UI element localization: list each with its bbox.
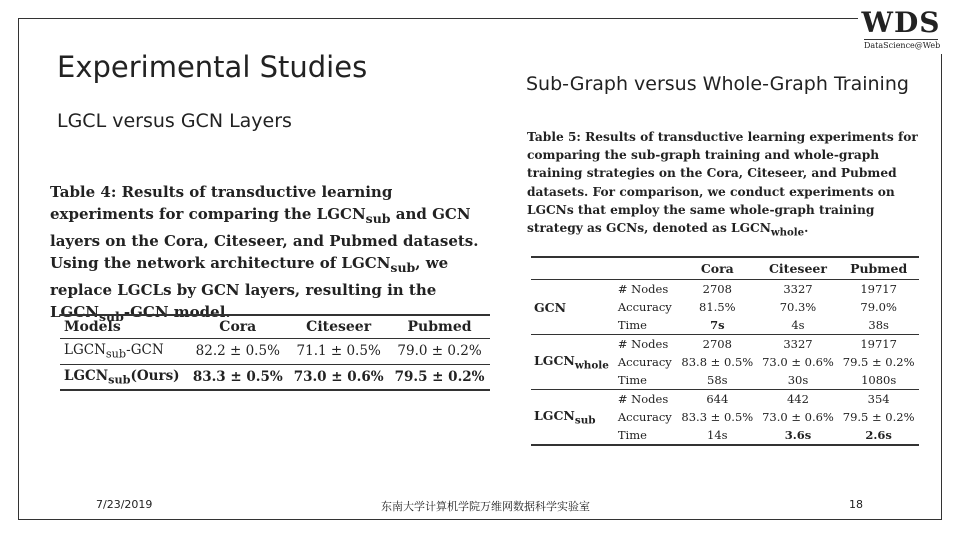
pubmed-cell: 2.6s bbox=[838, 426, 919, 445]
citeseer-cell: 3.6s bbox=[758, 426, 839, 445]
pubmed-cell: 79.0 ± 0.2% bbox=[389, 339, 490, 365]
model-cell-gcn: GCN bbox=[534, 299, 567, 315]
table5-header bbox=[615, 257, 677, 280]
model-cell: $LGCN_{sub}$-GCN bbox=[60, 339, 187, 365]
metric-cell: Accuracy bbox=[617, 355, 672, 369]
section-heading-left: LGCL versus GCN Layers bbox=[57, 110, 292, 132]
logo-sub-text: DataScience@Web bbox=[864, 41, 941, 50]
metric-cell: # Nodes bbox=[615, 390, 677, 409]
cora-cell: 644 bbox=[677, 390, 758, 409]
table4-header: Citeseer bbox=[288, 315, 389, 339]
citeseer-cell: 73.0 ± 0.6% bbox=[288, 364, 389, 390]
footer-organization: 东南大学计算机学院万维网数据科学实验室 bbox=[381, 500, 590, 513]
model-cell-lgcn-whole: $LGCN_{whole}$ bbox=[531, 335, 615, 390]
citeseer-cell: 73.0 ± 0.6% bbox=[762, 355, 834, 369]
pubmed-cell: 19717 bbox=[860, 282, 897, 296]
table-row bbox=[531, 280, 919, 299]
slide-title: Experimental Studies bbox=[57, 50, 368, 84]
metric-cell: # Nodes bbox=[617, 282, 669, 296]
table4-header: Models bbox=[60, 315, 187, 339]
logo-main-text: WDS bbox=[861, 6, 941, 39]
metric-cell: Time bbox=[615, 371, 677, 390]
citeseer-cell: 3327 bbox=[783, 282, 813, 296]
cora-cell: 83.3 ± 0.5% bbox=[681, 410, 754, 424]
table5-header: Citeseer bbox=[758, 257, 839, 280]
model-cell: $LGCN_{sub}(Ours)$ bbox=[60, 364, 187, 390]
citeseer-cell: 71.1 ± 0.5% bbox=[288, 339, 389, 365]
table-row bbox=[60, 364, 490, 390]
cora-cell: 81.5% bbox=[699, 300, 736, 314]
wds-logo bbox=[858, 8, 944, 54]
pubmed-cell: 79.5 ± 0.2% bbox=[842, 355, 915, 369]
footer-date: 7/23/2019 bbox=[96, 498, 153, 511]
citeseer-cell: 70.3% bbox=[779, 300, 817, 314]
citeseer-cell: 73.0 ± 0.6% bbox=[762, 410, 834, 424]
metric-cell: Time bbox=[615, 426, 677, 445]
page-number: 18 bbox=[849, 498, 863, 511]
table5 bbox=[531, 256, 919, 446]
cora-cell: 58s bbox=[677, 371, 758, 390]
table5-header: Pubmed bbox=[838, 257, 919, 280]
pubmed-cell: 38s bbox=[838, 316, 919, 335]
table4-header: Pubmed bbox=[389, 315, 490, 339]
citeseer-cell: 4s bbox=[758, 316, 839, 335]
cora-cell: 14s bbox=[677, 426, 758, 445]
metric-cell: Time bbox=[615, 316, 677, 335]
pubmed-cell: 19717 bbox=[838, 335, 919, 354]
metric-cell: Accuracy bbox=[617, 410, 672, 424]
table5-header-row bbox=[531, 257, 919, 280]
table-row bbox=[531, 335, 919, 354]
table5-header: Cora bbox=[677, 257, 758, 280]
citeseer-cell: 3327 bbox=[758, 335, 839, 354]
cora-cell: 7s bbox=[677, 316, 758, 335]
metric-cell: # Nodes bbox=[615, 335, 677, 354]
metric-cell: Accuracy bbox=[617, 300, 672, 314]
table4-header: Cora bbox=[187, 315, 288, 339]
model-cell-lgcn-sub: $LGCN_{sub}$ bbox=[531, 390, 615, 446]
section-heading-right: Sub-Graph versus Whole-Graph Training bbox=[526, 73, 909, 95]
cora-cell: 83.8 ± 0.5% bbox=[681, 355, 754, 369]
pubmed-cell: 79.0% bbox=[860, 300, 897, 314]
citeseer-cell: 442 bbox=[758, 390, 839, 409]
pubmed-cell: 79.5 ± 0.2% bbox=[842, 410, 915, 424]
table4 bbox=[60, 314, 490, 391]
cora-cell: 83.3 ± 0.5% bbox=[187, 364, 288, 390]
cora-cell: 82.2 ± 0.5% bbox=[187, 339, 288, 365]
table5-caption: Table 5: Results of transductive learning experiments for comparing the sub-graph training and whole-graph training strategies on the Cora, Citeseer, and Pubmed datasets. For comparison, we conduct experiments on LGCNs that employ the same whole-graph training strategy as GCNs, denoted as $LGCN_{whole}$. bbox=[527, 130, 918, 239]
pubmed-cell: 354 bbox=[838, 390, 919, 409]
pubmed-cell: 1080s bbox=[838, 371, 919, 390]
table4-header-row bbox=[60, 315, 490, 339]
table-row bbox=[60, 339, 490, 365]
pubmed-cell: 79.5 ± 0.2% bbox=[389, 364, 490, 390]
table4-caption: Table 4: Results of transductive learning experiments for comparing the $LGCN_{sub}$ and GCN layers on the Cora, Citeseer, and Pubmed datasets. Using the network architecture of $LGCN_{sub}$, we replace LGCLs by GCN layers, resulting in the $LGCN_{sub}$-GCN model. bbox=[50, 183, 479, 324]
cora-cell: 2708 bbox=[677, 335, 758, 354]
citeseer-cell: 30s bbox=[758, 371, 839, 390]
cora-cell: 2708 bbox=[702, 282, 732, 296]
table5-header bbox=[531, 257, 615, 280]
table-row bbox=[531, 390, 919, 409]
